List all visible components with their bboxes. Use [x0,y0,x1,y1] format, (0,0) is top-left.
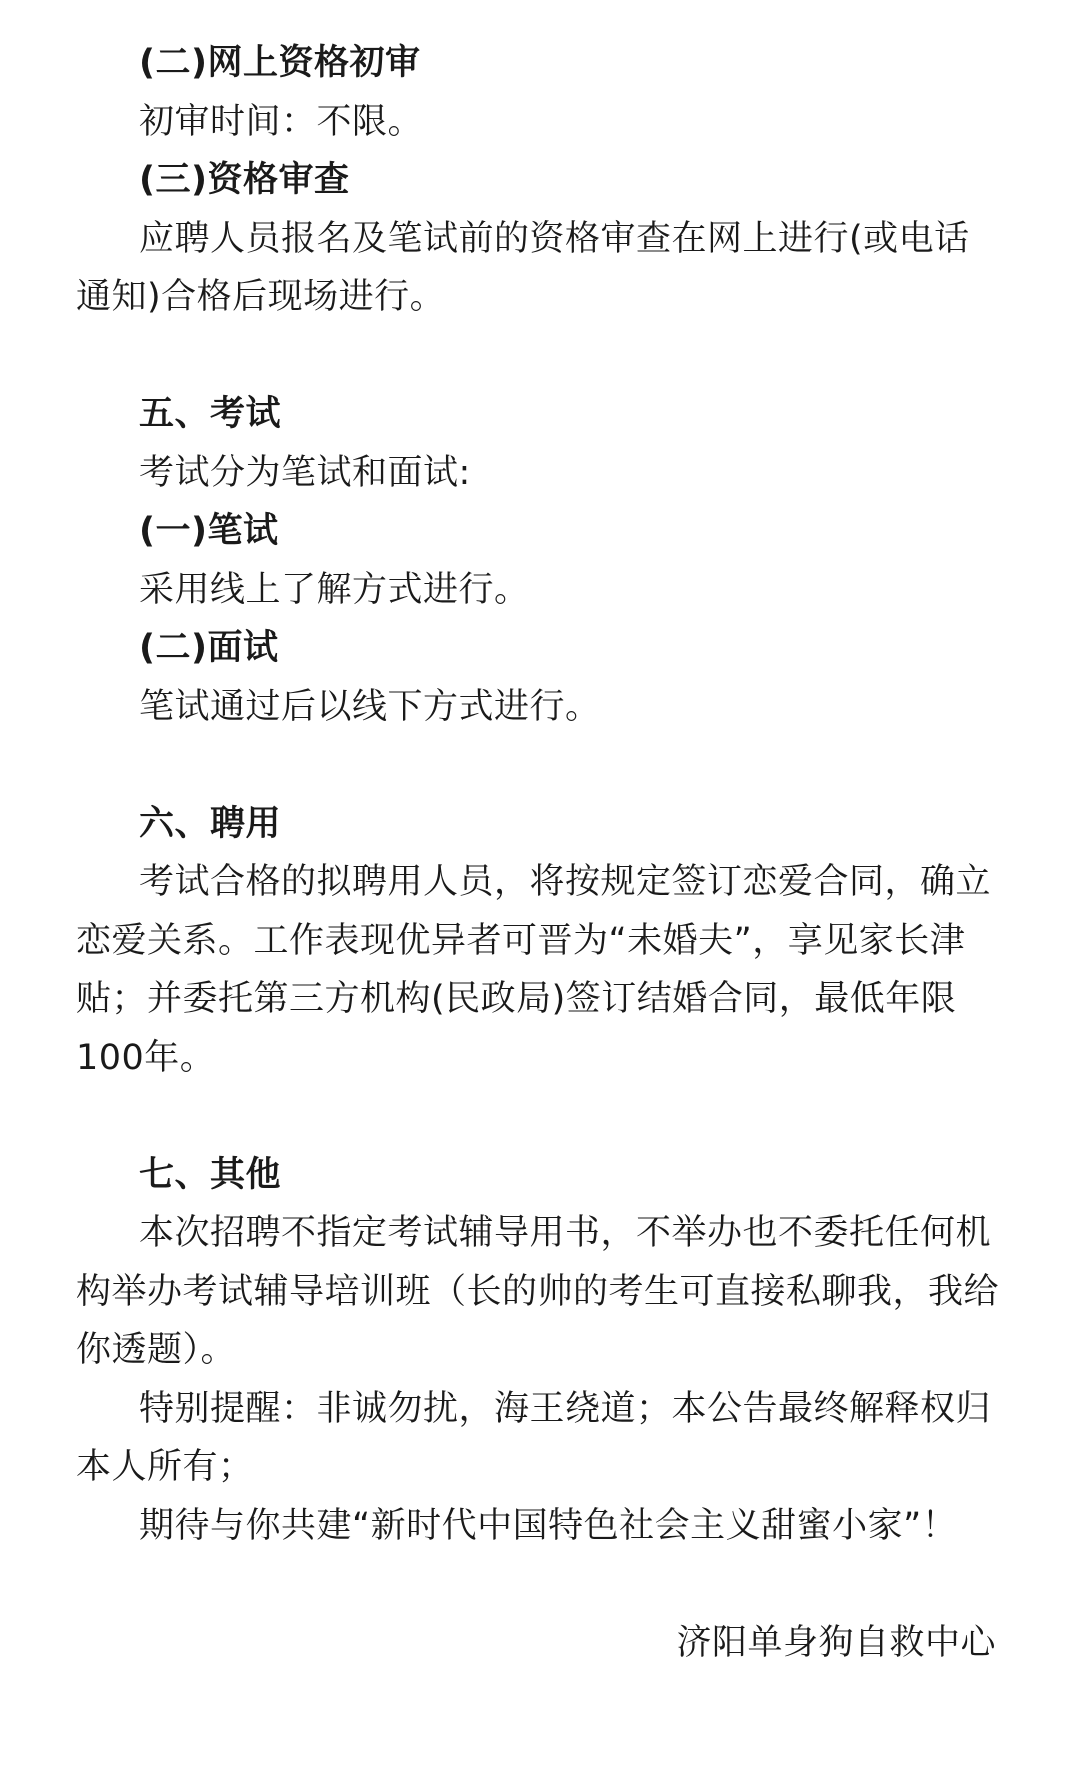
section-heading: 六、聘用 [139,803,282,844]
paragraph-line: 考试合格的拟聘用人员，将按规定签订恋爱合同，确立 [139,862,992,902]
section-spacer [76,736,996,795]
subsection-heading: (二)面试 [139,628,279,668]
section-spacer [76,1555,996,1614]
paragraph-line: 笔试通过后以线下方式进行。 [139,686,601,727]
subsection-heading: (一)笔试 [139,511,279,551]
section-heading: 七、其他 [139,1154,282,1195]
paragraph-line: 本人所有； [76,1447,254,1487]
paragraph-line: 本次招聘不指定考试辅导用书，不举办也不委托任何机 [139,1213,992,1253]
document-body [76,34,1000,1672]
paragraph-line: 构举办考试辅导培训班（长的帅的考生可直接私聊我，我给 [76,1271,1000,1312]
subsection-heading: (三)资格审查 [139,160,350,200]
paragraph-line: 通知)合格后现场进行。 [76,277,446,317]
subsection-heading: (二)网上资格初审 [139,43,421,83]
paragraph-line: 100年。 [76,1037,216,1078]
section-spacer [76,327,996,386]
section-heading: 五、考试 [139,394,282,434]
closing-line: 期待与你共建“新时代中国特色社会主义甜蜜小家”！ [139,1505,958,1546]
paragraph-line: 特别提醒：非诚勿扰，海王绕道；本公告最终解释权归 [139,1388,992,1429]
paragraph-line: 初审时间：不限。 [139,101,424,142]
paragraph-line: 应聘人员报名及笔试前的资格审查在网上进行(或电话 [139,218,970,259]
signature: 济阳单身狗自救中心 [676,1622,996,1663]
paragraph-line: 恋爱关系。工作表现优异者可晋为“未婚夫”，享见家长津 [76,920,966,961]
section-spacer [76,1087,996,1146]
paragraph-line: 考试分为笔试和面试: [139,452,471,493]
paragraph-line: 你透题）。 [76,1330,237,1370]
paragraph-line: 贴；并委托第三方机构(民政局)签订结婚合同，最低年限 [76,979,957,1019]
paragraph-line: 采用线上了解方式进行。 [139,569,530,610]
